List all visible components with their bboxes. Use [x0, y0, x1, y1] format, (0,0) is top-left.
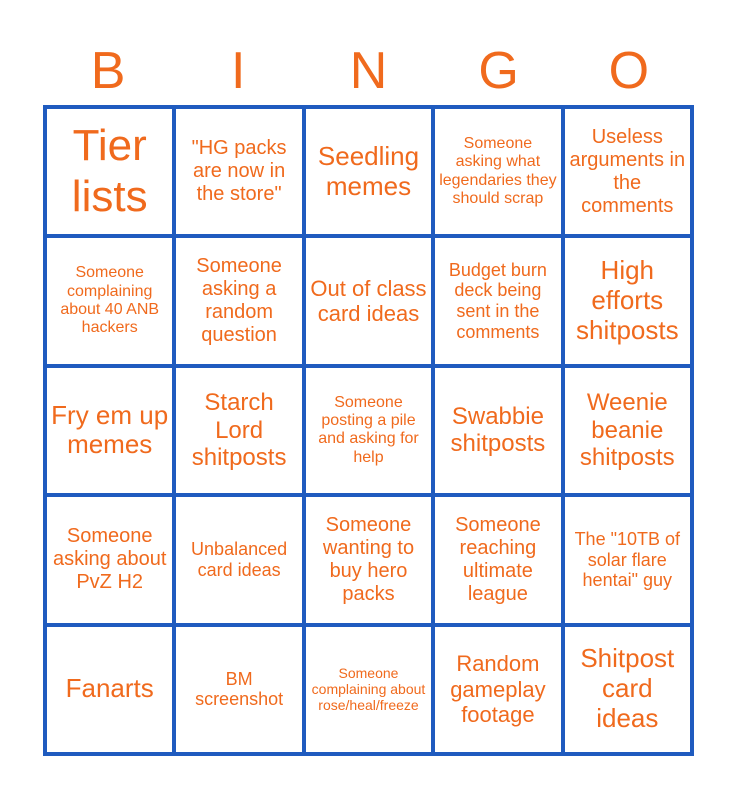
bingo-cell-3-3[interactable]	[304, 366, 433, 495]
bingo-cell-2-2[interactable]	[174, 236, 303, 365]
bingo-cell-5-1[interactable]	[45, 625, 174, 754]
cell-text: High efforts shitposts	[575, 255, 679, 346]
cell-text: Someone posting a pile and asking for help	[318, 393, 419, 466]
header-letter-n: N	[349, 42, 388, 100]
bingo-cell-3-1[interactable]	[45, 366, 174, 495]
bingo-cell-4-3[interactable]	[304, 495, 433, 624]
bingo-header	[43, 38, 694, 104]
cell-text: Random gameplay footage	[450, 651, 546, 727]
cell-text: Unbalanced card ideas	[191, 539, 288, 580]
bingo-cell-2-5[interactable]	[563, 236, 692, 365]
header-letter-g: G	[478, 42, 519, 100]
cell-text: Someone asking a random question	[196, 255, 282, 347]
bingo-cell-4-5[interactable]	[563, 495, 692, 624]
bingo-cell-3-4[interactable]	[433, 366, 562, 495]
bingo-cell-5-4[interactable]	[433, 625, 562, 754]
cell-text: Budget burn deck being sent in the comments	[448, 259, 547, 342]
cell-text: Someone complaining about 40 ANB hackers	[60, 264, 160, 337]
bingo-cell-1-3[interactable]	[304, 107, 433, 236]
bingo-cell-5-3[interactable]	[304, 625, 433, 754]
bingo-cell-2-1[interactable]	[45, 236, 174, 365]
cell-text: "HG packs are now in the store"	[191, 137, 287, 206]
bingo-cell-1-5[interactable]	[563, 107, 692, 236]
bingo-cell-3-5[interactable]	[563, 366, 692, 495]
cell-text: Swabbie shitposts	[450, 402, 546, 458]
header-letter-o: O	[608, 42, 650, 100]
bingo-cell-4-2[interactable]	[174, 495, 303, 624]
bingo-cell-5-5[interactable]	[563, 625, 692, 754]
cell-text: BM screenshot	[195, 668, 284, 710]
bingo-cell-5-2[interactable]	[174, 625, 303, 754]
bingo-cell-3-2[interactable]	[174, 366, 303, 495]
bingo-cell-4-4[interactable]	[433, 495, 562, 624]
cell-text: Out of class card ideas	[310, 275, 427, 327]
cell-text: Fanarts	[65, 673, 154, 704]
bingo-cell-4-1[interactable]	[45, 495, 174, 624]
cell-text: The "10TB of solar flare hentai" guy	[574, 528, 681, 591]
header-letter-i: I	[231, 42, 246, 100]
bingo-cell-1-4[interactable]	[433, 107, 562, 236]
cell-text: Someone reaching ultimate league	[455, 513, 541, 605]
cell-text: Shitpost card ideas	[580, 643, 675, 734]
cell-text: Someone wanting to buy hero packs	[322, 513, 415, 605]
bingo-cell-1-1[interactable]	[45, 107, 174, 236]
cell-text: Starch Lord shitposts	[191, 389, 287, 472]
bingo-cell-1-2[interactable]	[174, 107, 303, 236]
bingo-board	[43, 105, 694, 756]
cell-text: Seedling memes	[317, 140, 420, 201]
cell-text: Useless arguments in the comments	[569, 125, 686, 217]
cell-text: Someone complaining about rose/heal/freeze	[311, 665, 426, 714]
cell-text: Tier lists	[71, 121, 148, 221]
cell-text: Someone asking what legendaries they should scrap	[439, 134, 557, 208]
header-letter-b: B	[90, 42, 126, 100]
cell-text: Someone asking about PvZ H2	[52, 525, 167, 594]
cell-text: Weenie beanie shitposts	[579, 389, 675, 472]
bingo-cell-2-4[interactable]	[433, 236, 562, 365]
cell-text: Fry em up memes	[51, 399, 169, 460]
bingo-cell-2-3[interactable]	[304, 236, 433, 365]
